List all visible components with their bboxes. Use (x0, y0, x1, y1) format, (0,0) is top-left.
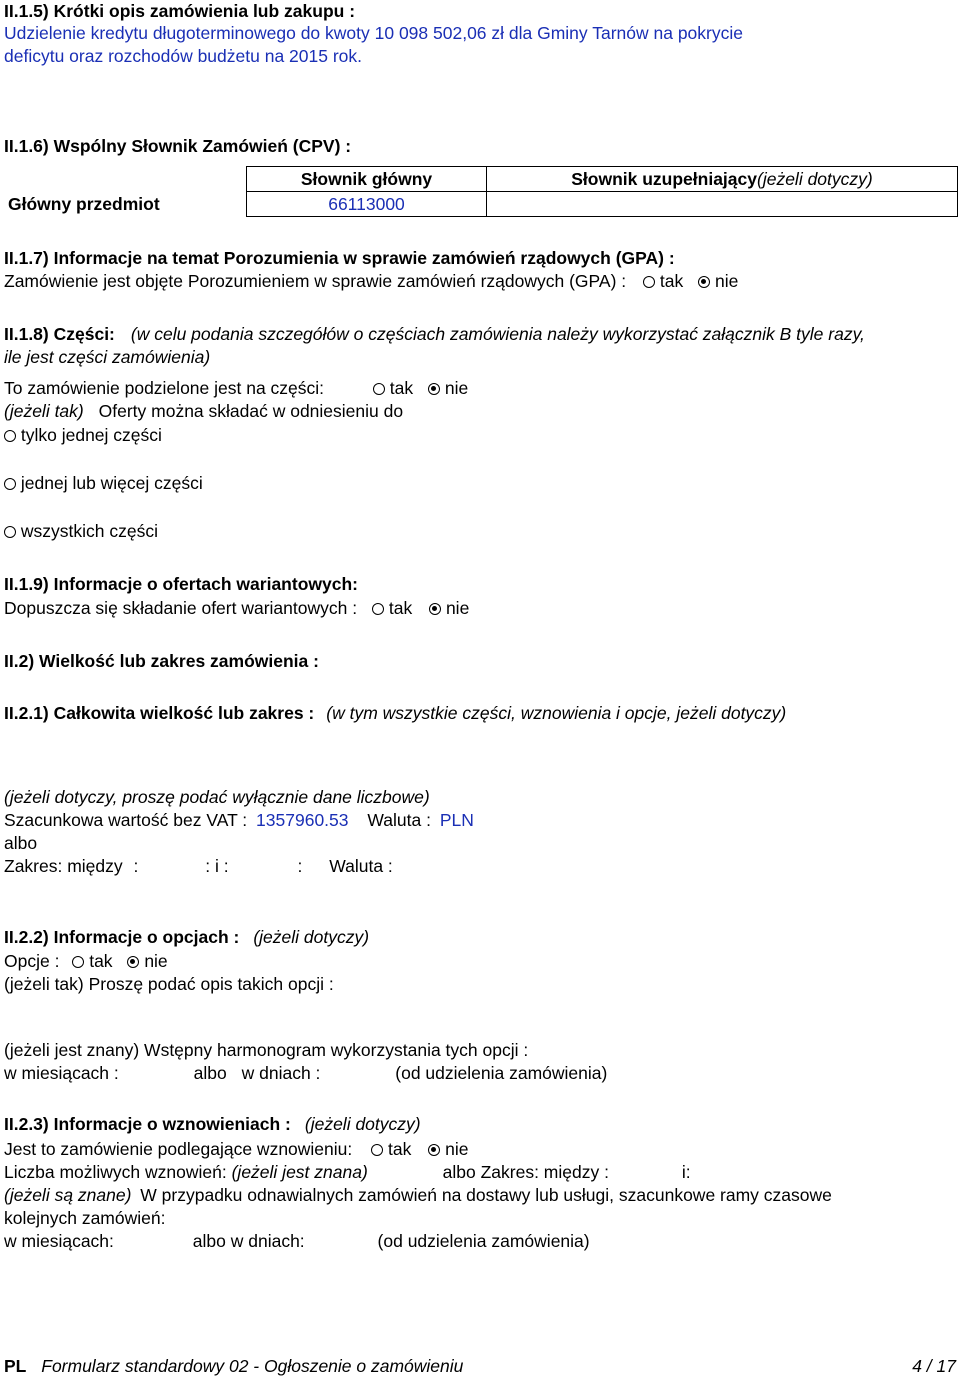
renewal-text: W przypadku odnawialnych zamówień na dostawy lub usługi, szacunkowe ramy czasowe (140, 1185, 832, 1205)
options-schedule: (jeżeli jest znany) Wstępny harmonogram wykorzystania tych opcji : (4, 1040, 529, 1060)
section-ii16-title: II.1.6) Wspólny Słownik Zamówień (CPV) : (4, 136, 352, 156)
options-yes-radio[interactable] (72, 956, 84, 968)
options-describe: (jeżeli tak) Proszę podać opis takich opcji : (4, 974, 334, 994)
option-all-radio[interactable] (4, 526, 16, 538)
options-days-label: w dniach : (241, 1063, 321, 1083)
if-yes-label: (jeżeli tak) (4, 401, 84, 421)
renewal-days-label: albo w dniach: (192, 1231, 305, 1251)
section-ii21-note: (w tym wszystkie części, wznowienia i opcje, jeżeli dotyczy) (326, 703, 787, 723)
offers-row (4, 400, 954, 423)
short-description-line2: deficytu oraz rozchodów budżetu na 2015 rok. (4, 46, 362, 66)
renewal-no-radio[interactable] (428, 1144, 440, 1156)
options-yes-label: tak (89, 951, 113, 971)
option-many-radio[interactable] (4, 478, 16, 490)
cpv-table (4, 166, 958, 217)
renewal-yes-label: tak (388, 1139, 412, 1159)
section-ii23-title: II.2.3) Informacje o wznowieniach : (4, 1114, 291, 1134)
variants-no-label: nie (445, 598, 470, 618)
range-currency-label: Waluta : (329, 856, 393, 876)
renewal-question: Jest to zamówienie podlegające wznowieniu: (4, 1139, 353, 1159)
cpv-row-label: Główny przedmiot (8, 193, 160, 214)
renewal-question-row (4, 1138, 954, 1161)
cpv-header-main: Słownik główny (247, 167, 487, 192)
option-all-label: wszystkich części (20, 521, 158, 541)
range-colon: : (133, 856, 139, 876)
section-ii23-note: (jeżeli dotyczy) (304, 1114, 421, 1134)
option-all-row (4, 520, 954, 543)
value-label: Szacunkowa wartość bez VAT : (4, 810, 248, 830)
gpa-yes-radio[interactable] (643, 276, 655, 288)
variants-yes-label: tak (388, 598, 413, 618)
section-ii18-title: II.1.8) Części: (4, 324, 115, 344)
renewal-range-label: albo Zakres: między : (442, 1162, 609, 1182)
section-ii19-title: II.1.9) Informacje o ofertach wariantowych: (4, 574, 358, 594)
variants-row (4, 597, 954, 620)
footer-lang: PL (4, 1356, 27, 1376)
renewal-text-line2: kolejnych zamówień: (4, 1208, 166, 1228)
section-ii21-title: II.2.1) Całkowita wielkość lub zakres : (4, 703, 315, 723)
option-many-label: jednej lub więcej części (20, 473, 203, 493)
footer-form-name: Formularz standardowy 02 - Ogłoszenie o zamówieniu (41, 1356, 464, 1376)
value-amount: 1357960.53 (256, 810, 349, 830)
options-label: Opcje : (4, 951, 60, 971)
variants-yes-radio[interactable] (372, 603, 384, 615)
cpv-header-supplementary: Słownik uzupełniający(jeżeli dotyczy) (487, 167, 958, 192)
parts-no-label: nie (444, 378, 469, 398)
renewal-count-note: (jeżeli jest znana) (231, 1162, 368, 1182)
renewal-no-label: nie (445, 1139, 469, 1159)
variants-question: Dopuszcza się składanie ofert wariantowych : (4, 598, 358, 618)
options-from-award: (od udzielenia zamówienia) (395, 1063, 608, 1083)
options-no-radio[interactable] (127, 956, 139, 968)
section-ii21-header (4, 702, 954, 725)
numeric-note: (jeżeli dotyczy, proszę podać wyłącznie dane liczbowe) (4, 787, 430, 807)
short-description-line1: Udzielenie kredytu długoterminowego do kwoty 10 098 502,06 zł dla Gminy Tarnów na pokrycie (4, 23, 743, 43)
parts-no-radio[interactable] (428, 383, 440, 395)
section-ii23-header (4, 1113, 954, 1136)
gpa-no-radio[interactable] (698, 276, 710, 288)
parts-yes-label: tak (389, 378, 414, 398)
options-or-label: albo (193, 1063, 227, 1083)
renewal-schedule-row (4, 1230, 954, 1253)
section-ii22-note: (jeżeli dotyczy) (253, 927, 370, 947)
section-ii15-title: II.1.5) Krótki opis zamówienia lub zakupu : (4, 1, 356, 21)
renewal-months-label: w miesiącach: (4, 1231, 114, 1251)
cpv-supplementary-code (487, 192, 958, 217)
footer-left (4, 1355, 463, 1378)
option-one-radio[interactable] (4, 430, 16, 442)
gpa-no-label: nie (715, 271, 739, 291)
section-ii22-title: II.2.2) Informacje o opcjach : (4, 927, 240, 947)
options-row (4, 950, 954, 973)
parts-question-row (4, 377, 954, 400)
section-ii2-title: II.2) Wielkość lub zakres zamówienia : (4, 651, 319, 671)
value-row (4, 809, 954, 832)
currency-value: PLN (439, 810, 474, 830)
page-footer (4, 1355, 956, 1378)
renewal-count-row (4, 1161, 954, 1184)
section-ii18-header (4, 323, 954, 346)
renewal-count-label: Liczba możliwych wznowień: (4, 1162, 227, 1182)
option-many-row (4, 472, 954, 495)
gpa-yes-label: tak (659, 271, 684, 291)
renewal-range-and: i: (681, 1162, 691, 1182)
renewal-known-row (4, 1184, 954, 1207)
options-no-label: nie (144, 951, 168, 971)
parts-note-line1: (w celu podania szczegółów o częściach zamówienia należy wykorzystać załącznik B tyle razy, (130, 324, 865, 344)
gpa-question-row (4, 270, 954, 293)
options-months-label: w miesiącach : (4, 1063, 119, 1083)
parts-question: To zamówienie podzielone jest na części: (4, 378, 325, 398)
renewal-if-known: (jeżeli są znane) (4, 1185, 132, 1205)
section-ii17-title: II.1.7) Informacje na temat Porozumienia w sprawie zamówień rządowych (GPA) : (4, 248, 675, 268)
currency-label: Waluta : (367, 810, 431, 830)
section-ii22-header (4, 926, 954, 949)
option-one-label: tylko jednej części (20, 425, 162, 445)
range-row (4, 855, 954, 878)
option-one-row (4, 424, 954, 447)
range-colon-2: : (297, 856, 303, 876)
options-schedule-row (4, 1062, 954, 1085)
cpv-main-code: 66113000 (247, 192, 487, 217)
renewal-from-award: (od udzielenia zamówienia) (377, 1231, 590, 1251)
range-label: Zakres: między (4, 856, 123, 876)
parts-yes-radio[interactable] (373, 383, 385, 395)
variants-no-radio[interactable] (429, 603, 441, 615)
offers-text: Oferty można składać w odniesieniu do (98, 401, 404, 421)
gpa-question: Zamówienie jest objęte Porozumieniem w sprawie zamówień rządowych (GPA) : (4, 271, 627, 291)
parts-note-line2: ile jest części zamówienia) (4, 347, 211, 367)
renewal-yes-radio[interactable] (371, 1144, 383, 1156)
footer-page-number: 4 / 17 (912, 1356, 956, 1376)
or-label: albo (4, 833, 38, 853)
range-and: : i : (205, 856, 229, 876)
